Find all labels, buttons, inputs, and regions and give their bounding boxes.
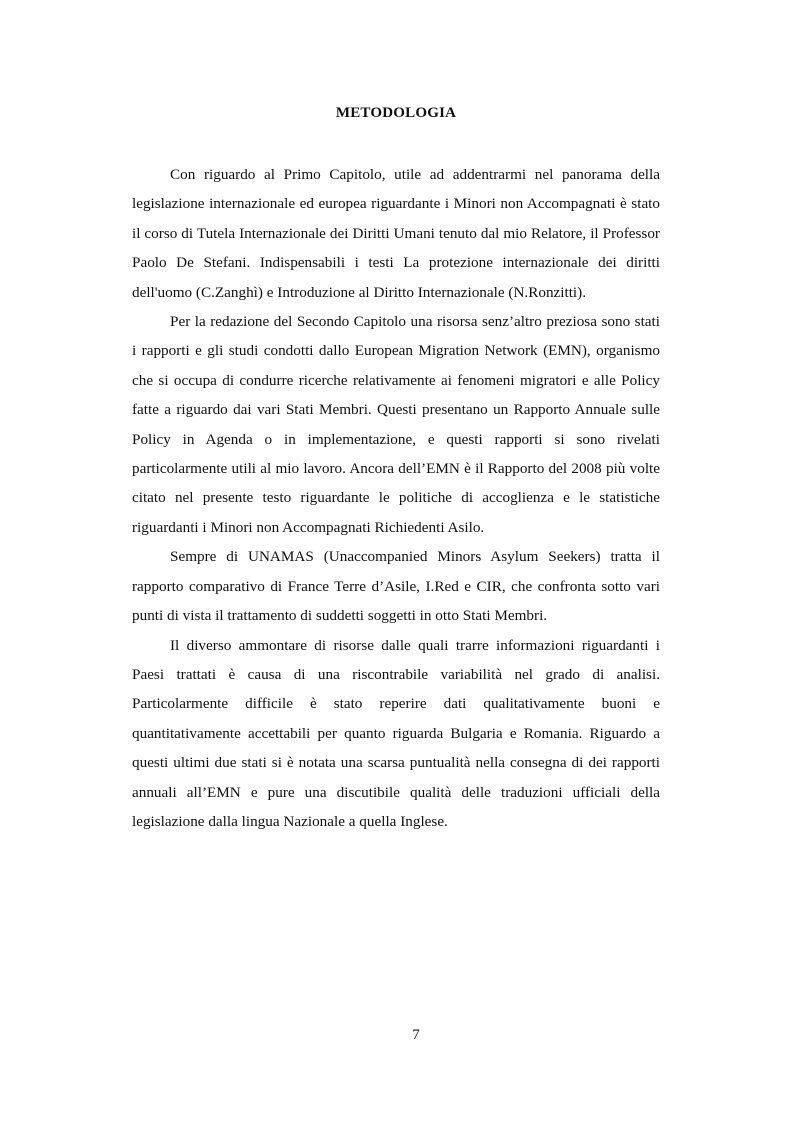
paragraph-secondo-capitolo: Per la redazione del Secondo Capitolo una risorsa senz’altro preziosa sono stati i rapporti e gli studi condotti dallo European Migration Network (EMN), organismo che si occupa di condurre ricerche relativamente ai fenomeni migratori e alle Policy fatte a riguardo dai vari Stati Membri. Questi presentano un Rapporto Annuale sulle Policy in Agenda o in implementazione, e questi rapporti si sono rivelati particolarmente utili al mio lavoro. Ancora dell’EMN è il Rapporto del 2008 più volte citato nel presente testo riguardante le politiche di accoglienza e le statistiche riguardanti i Minori non Accompagnati Richiedenti Asilo.	[132, 313, 660, 536]
page-number: 7	[412, 1027, 420, 1043]
page-title: METODOLOGIA	[335, 105, 457, 121]
paragraph-primo-capitolo: Con riguardo al Primo Capitolo, utile ad addentrarmi nel panorama della legislazione internazionale ed europea riguardante i Minori non Accompagnati è stato il corso di Tutela Internazionale dei Diritti Umani tenuto dal mio Relatore, il Professor Paolo De Stefani. Indispensabili i testi La protezione internazionale dei diritti dell'uomo (C.Zanghì) e Introduzione al Diritto Internazionale (N.Ronzitti).	[132, 166, 660, 301]
paragraph-risorse: Il diverso ammontare di risorse dalle quali trarre informazioni riguardanti i Paesi trattati è causa di una riscontrabile variabilità nel grado di analisi. Particolarmente difficile è stato reperire dati qualitativamente buoni e quantitativamente accettabili per quanto riguarda Bulgaria e Romania. Riguardo a questi ultimi due stati si è notata una scarsa puntualità nella consegna di dei rapporti annuali all’EMN e pure una discutibile qualità delle traduzioni ufficiali della legislazione dalla lingua Nazionale a quella Inglese.	[132, 636, 660, 830]
body-text	[132, 160, 660, 836]
paragraph-unamas: Sempre di UNAMAS (Unaccompanied Minors Asylum Seekers) tratta il rapporto comparativo di France Terre d’Asile, I.Red e CIR, che confronta sotto vari punti di vista il trattamento di suddetti soggetti in otto Stati Membri.	[132, 548, 660, 625]
